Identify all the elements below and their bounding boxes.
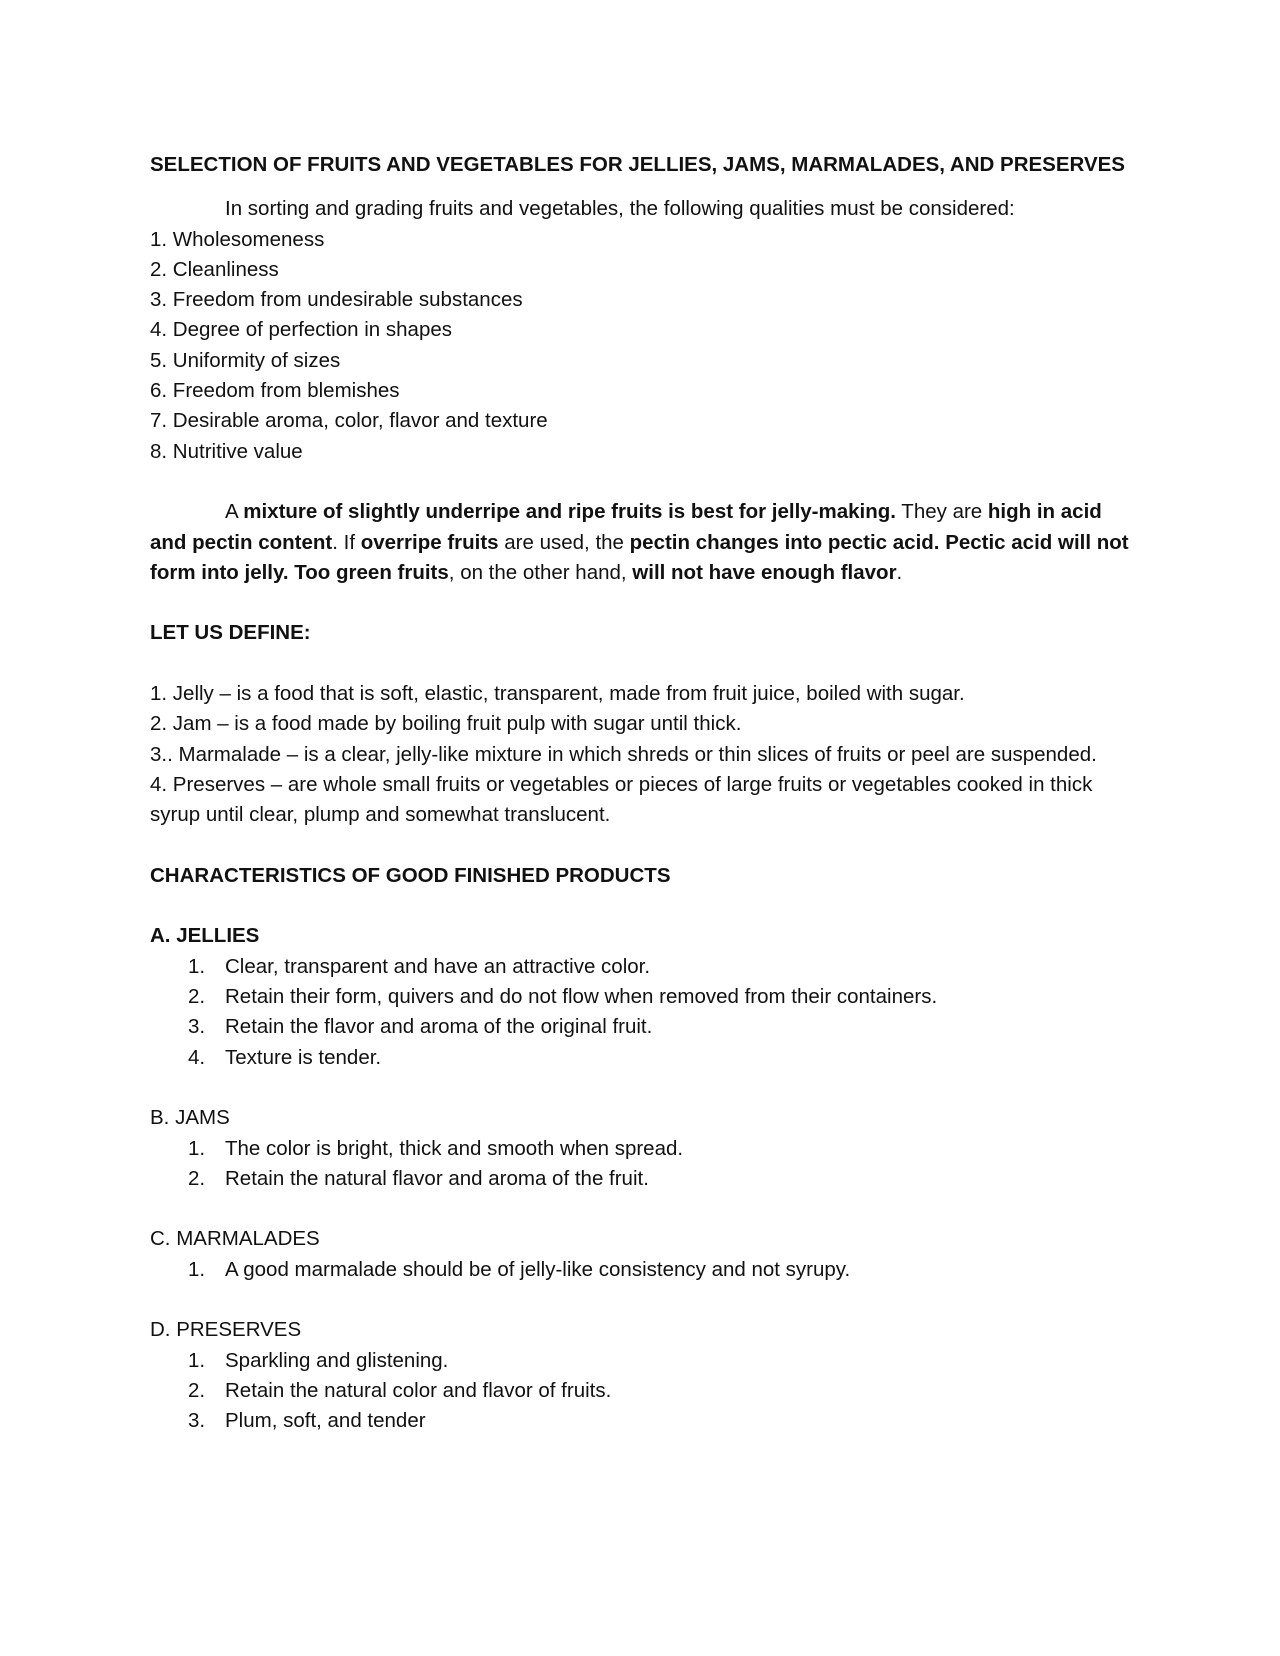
list-item <box>150 1346 1135 1376</box>
section-heading: B. JAMS <box>150 1106 230 1130</box>
list-item: 8. Nutritive value <box>150 439 303 463</box>
paragraph-text: . <box>896 560 903 584</box>
definition-item: 1. Jelly – is a food that is soft, elastic, transparent, made from fruit juice, boiled with sugar. <box>150 682 965 706</box>
item-text: Retain the natural flavor and aroma of the fruit. <box>225 1166 649 1190</box>
intro-text: In sorting and grading fruits and vegetables, the following qualities must be considered: <box>225 197 1015 221</box>
list-item <box>150 1376 1135 1406</box>
list-item <box>150 1255 1135 1285</box>
item-text: Clear, transparent and have an attractive color. <box>225 954 651 978</box>
list-item <box>150 982 1135 1012</box>
define-heading: LET US DEFINE: <box>150 621 311 645</box>
item-number: 1. <box>188 1348 206 1372</box>
item-text: The color is bright, thick and smooth when spread. <box>225 1136 684 1160</box>
item-number: 2. <box>188 1166 206 1190</box>
list-item <box>150 1012 1135 1042</box>
paragraph-bold-text: high in acid and pectin content <box>150 500 1102 554</box>
list-item <box>150 952 1135 982</box>
paragraph-bold-text: overripe fruits <box>360 530 499 554</box>
document-page <box>150 150 1135 1436</box>
section-heading: A. JELLIES <box>150 924 260 948</box>
list-item: 2. Cleanliness <box>150 257 279 281</box>
item-number: 1. <box>188 1257 206 1281</box>
paragraph-text: are used, the <box>498 530 630 554</box>
item-text: Retain their form, quivers and do not flow when removed from their containers. <box>225 985 938 1009</box>
list-item: 5. Uniformity of sizes <box>150 348 341 372</box>
characteristics-heading: CHARACTERISTICS OF GOOD FINISHED PRODUCTS <box>150 863 671 887</box>
item-text: Retain the flavor and aroma of the original fruit. <box>225 1015 653 1039</box>
item-text: Texture is tender. <box>225 1045 382 1069</box>
list-item <box>150 1134 1135 1164</box>
item-number: 4. <box>188 1045 206 1069</box>
jelly-making-paragraph <box>150 497 1135 588</box>
definition-item: 2. Jam – is a food made by boiling fruit pulp with sugar until thick. <box>150 712 742 736</box>
definitions-list <box>150 679 1135 830</box>
list-item: 6. Freedom from blemishes <box>150 379 400 403</box>
list-item <box>150 1164 1135 1194</box>
document-title: SELECTION OF FRUITS AND VEGETABLES FOR JELLIES, JAMS, MARMALADES, AND PRESERVES <box>150 153 1125 176</box>
item-number: 1. <box>188 954 206 978</box>
item-text: Sparkling and glistening. <box>225 1348 449 1372</box>
section-preserves <box>150 1315 1135 1436</box>
paragraph-text: . If <box>332 530 361 554</box>
item-number: 3. <box>188 1015 206 1039</box>
paragraph-text: They are <box>895 500 988 524</box>
definition-item: 3.. Marmalade – is a clear, jelly-like mixture in which shreds or thin slices of fruits or peel are suspended. <box>150 742 1097 766</box>
section-marmalades <box>150 1224 1135 1285</box>
paragraph-bold-text: mixture of slightly underripe and ripe fruits is best for jelly-making. <box>243 500 896 524</box>
section-jams <box>150 1103 1135 1194</box>
section-jellies <box>150 921 1135 1072</box>
item-number: 3. <box>188 1409 206 1433</box>
paragraph-bold-text: will not have enough flavor <box>632 560 897 584</box>
item-text: Plum, soft, and tender <box>225 1409 426 1433</box>
qualities-list <box>150 225 1135 467</box>
list-item: 3. Freedom from undesirable substances <box>150 288 523 312</box>
list-item: 7. Desirable aroma, color, flavor and texture <box>150 409 548 433</box>
item-number: 2. <box>188 1378 206 1402</box>
item-text: A good marmalade should be of jelly-like consistency and not syrupy. <box>225 1257 851 1281</box>
item-number: 1. <box>188 1136 206 1160</box>
item-number: 2. <box>188 985 206 1009</box>
list-item: 4. Degree of perfection in shapes <box>150 318 452 342</box>
list-item: 1. Wholesomeness <box>150 227 325 251</box>
definition-item: 4. Preserves – are whole small fruits or vegetables or pieces of large fruits or vegetables cooked in thick syrup until clear, plump and somewhat translucent. <box>150 772 1093 827</box>
paragraph-text: , on the other hand, <box>448 560 633 584</box>
paragraph-text: A <box>225 500 244 524</box>
list-item <box>150 1043 1135 1073</box>
section-heading: D. PRESERVES <box>150 1318 302 1342</box>
item-text: Retain the natural color and flavor of fruits. <box>225 1378 612 1402</box>
list-item <box>150 1406 1135 1436</box>
section-heading: C. MARMALADES <box>150 1227 320 1251</box>
paragraph-bold-text: pectin changes into pectic acid. Pectic acid will not form into jelly. Too green fruits <box>150 530 1129 584</box>
